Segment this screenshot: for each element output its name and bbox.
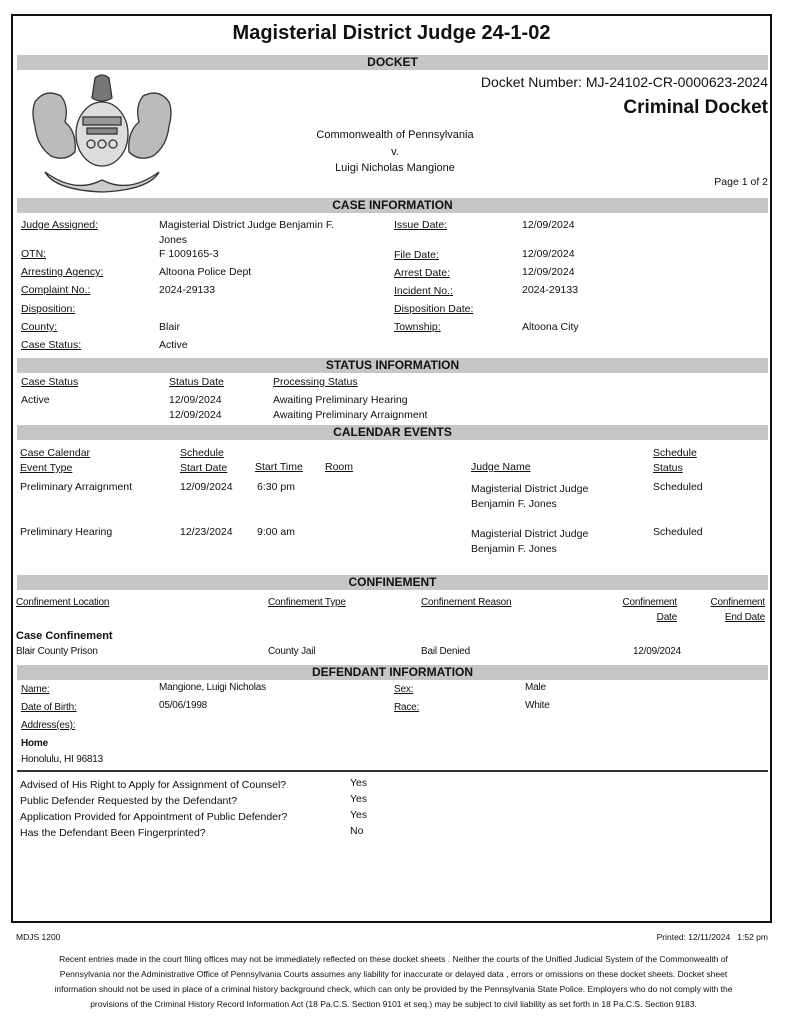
calendar-events-bar: CALENDAR EVENTS: [17, 425, 768, 440]
label-township: Township:: [394, 321, 441, 333]
status-information-bar: STATUS INFORMATION: [17, 358, 768, 373]
col-case-status: Case Status: [21, 376, 79, 388]
case-information-bar: CASE INFORMATION: [17, 198, 768, 213]
label-disposition-date: Disposition Date:: [394, 303, 474, 315]
col-processing-status: Processing Status: [273, 376, 358, 388]
col-confinement-end-1: Confinement: [710, 597, 765, 608]
event-2-time: 9:00 am: [257, 526, 295, 538]
address-type: Home: [21, 738, 48, 749]
answer-1: Yes: [350, 777, 368, 789]
value-case-status: Active: [159, 339, 188, 351]
event-2-judge-line1: Magisterial District Judge: [471, 528, 589, 540]
status-row-1-processing: Awaiting Preliminary Hearing: [273, 394, 408, 406]
section-divider: [17, 770, 768, 772]
event-2-status: Scheduled: [653, 526, 703, 538]
event-1-time: 6:30 pm: [257, 481, 295, 493]
answer-2: Yes: [350, 793, 368, 805]
court-title: Magisterial District Judge 24-1-02: [232, 22, 551, 44]
col-room: Room: [325, 461, 354, 473]
value-judge-assigned: Magisterial District Judge Benjamin F.: [159, 219, 335, 231]
value-judge-assigned-line2: Jones: [159, 234, 188, 246]
label-file-date: File Date:: [394, 249, 439, 261]
confinement-reason: Bail Denied: [421, 646, 470, 657]
label-sex: Sex:: [394, 684, 414, 695]
label-name: Name:: [21, 684, 50, 695]
case-confinement-label: Case Confinement: [16, 630, 113, 642]
status-row-2-date: 12/09/2024: [169, 409, 222, 421]
status-row-1-date: 12/09/2024: [169, 394, 222, 406]
caption-defendant: Luigi Nicholas Mangione: [335, 162, 455, 174]
pennsylvania-seal-icon: [17, 72, 187, 194]
label-incident-no: Incident No.:: [394, 285, 453, 297]
value-sex: Male: [525, 682, 546, 693]
page-indicator: Page 1 of 2: [714, 176, 768, 188]
col-judge-name: Judge Name: [471, 461, 531, 473]
value-county: Blair: [159, 321, 181, 333]
docket-type: Criminal Docket: [623, 97, 768, 118]
label-otn: OTN:: [21, 248, 47, 260]
value-township: Altoona City: [522, 321, 579, 333]
confinement-location: Blair County Prison: [16, 646, 98, 657]
event-1-date: 12/09/2024: [180, 481, 233, 493]
confinement-type: County Jail: [268, 646, 316, 657]
col-schedule-status-1: Schedule: [653, 447, 697, 459]
label-county: County:: [21, 321, 58, 333]
event-1-judge-line2: Benjamin F. Jones: [471, 498, 557, 510]
printed-timestamp: Printed: 12/11/2024 1:52 pm: [656, 932, 768, 942]
col-confinement-location: Confinement Location: [16, 597, 110, 608]
label-arrest-date: Arrest Date:: [394, 267, 451, 279]
label-case-status: Case Status:: [21, 339, 82, 351]
confinement-date: 12/09/2024: [632, 646, 681, 657]
col-start-time: Start Time: [255, 461, 303, 473]
label-addresses: Address(es):: [21, 720, 76, 731]
answer-3: Yes: [350, 809, 368, 821]
event-1-judge-line1: Magisterial District Judge: [471, 483, 589, 495]
answer-4: No: [350, 825, 364, 837]
value-file-date: 12/09/2024: [522, 248, 575, 260]
question-2: Public Defender Requested by the Defendant?: [20, 795, 238, 807]
status-row-2-processing: Awaiting Preliminary Arraignment: [273, 409, 428, 421]
address-value: Honolulu, HI 96813: [21, 754, 104, 765]
event-2-type: Preliminary Hearing: [20, 526, 113, 538]
col-schedule-status-2: Status: [653, 462, 683, 474]
col-status-date: Status Date: [169, 376, 224, 388]
docket-number: Docket Number: MJ-24102-CR-0000623-2024: [480, 74, 768, 90]
value-incident-no: 2024-29133: [522, 284, 579, 296]
caption-plaintiff: Commonwealth of Pennsylvania: [316, 129, 474, 141]
col-confinement-date-1: Confinement: [622, 597, 677, 608]
label-dob: Date of Birth:: [21, 702, 77, 713]
value-otn: F 1009165-3: [159, 248, 219, 260]
label-arresting-agency: Arresting Agency:: [21, 266, 104, 278]
caption-versus: v.: [391, 146, 399, 158]
label-issue-date: Issue Date:: [394, 219, 448, 231]
confinement-bar: CONFINEMENT: [17, 575, 768, 590]
label-judge-assigned: Judge Assigned:: [21, 219, 99, 231]
value-dob: 05/06/1998: [159, 700, 208, 711]
col-confinement-reason: Confinement Reason: [421, 597, 512, 608]
status-row-1-case-status: Active: [21, 394, 50, 406]
value-complaint-no: 2024-29133: [159, 284, 216, 296]
docket-section-bar: DOCKET: [17, 55, 768, 70]
event-1-status: Scheduled: [653, 481, 703, 493]
col-confinement-type: Confinement Type: [268, 597, 346, 608]
label-complaint-no: Complaint No.:: [21, 284, 91, 296]
value-arresting-agency: Altoona Police Dept: [159, 266, 252, 278]
event-2-date: 12/23/2024: [180, 526, 233, 538]
question-1: Advised of His Right to Apply for Assignment of Counsel?: [20, 779, 287, 791]
value-arrest-date: 12/09/2024: [522, 266, 575, 278]
value-name: Mangione, Luigi Nicholas: [159, 682, 266, 693]
col-schedule: Schedule: [180, 447, 224, 459]
col-confinement-date-2: Date: [656, 612, 677, 623]
question-3: Application Provided for Appointment of Public Defender?: [20, 811, 288, 823]
disclaimer: Recent entries made in the court filing offices may not be immediately reflected on these docket sheets . Neither the courts of the Unified Judicial System of the Commonwealth of Pennsylvania nor the Administrative Office of Pennsylvania Courts assumes any liability for inaccurate or delayed data , errors or omissions on these docket sheets. Docket sheet information should not be used in place of a criminal history background check, which can only be provided by the Pennsylvania State Police. Employers who do not comply with the provisions of the Criminal History Record Information Act (18 Pa.C.S. Section 9101 et seq.) may be subject to civil liability as set forth in 18 Pa.C.S. Section 9183.: [54, 954, 733, 1009]
col-event-type: Event Type: [20, 462, 73, 474]
value-race: White: [525, 700, 550, 711]
form-id: MDJS 1200: [16, 932, 61, 942]
col-case-calendar: Case Calendar: [20, 447, 91, 459]
label-disposition: Disposition:: [21, 303, 76, 315]
col-confinement-end-2: End Date: [724, 612, 765, 623]
event-2-judge-line2: Benjamin F. Jones: [471, 543, 557, 555]
event-1-type: Preliminary Arraignment: [20, 481, 133, 493]
defendant-information-bar: DEFENDANT INFORMATION: [17, 665, 768, 680]
question-4: Has the Defendant Been Fingerprinted?: [20, 827, 206, 839]
value-issue-date: 12/09/2024: [522, 219, 575, 231]
col-start-date: Start Date: [180, 462, 228, 474]
label-race: Race:: [394, 702, 420, 713]
